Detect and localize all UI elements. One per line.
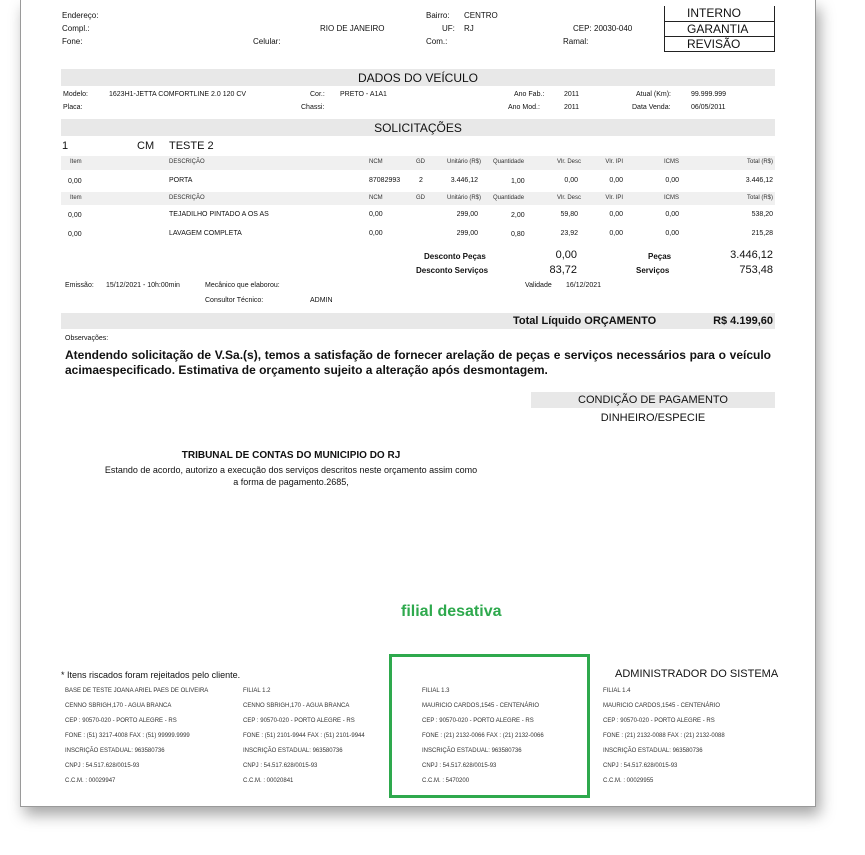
branch-fone: FONE : (51) 3217-4008 FAX : (51) 99999.9999 [65, 733, 190, 739]
branch-ie: INSCRIÇÃO ESTADUAL: 963580736 [243, 748, 343, 754]
row-quantidade: 0,80 [511, 231, 525, 238]
branch-address: CENNO SBRIGH,170 - AGUA BRANCA [65, 703, 172, 709]
branch-ccm: C.C.M. : 00029955 [603, 778, 654, 784]
option-garantia: GARANTIA [664, 22, 775, 37]
validade-value: 16/12/2021 [566, 282, 602, 289]
ano-fab-label: Ano Fab.: [514, 91, 545, 98]
col-desc: Vlr. Desc [556, 195, 581, 201]
data-venda-value: 06/05/2011 [691, 104, 726, 111]
observacoes-text: Atendendo solicitação de V.Sa.(s), temos a satisfação de fornecer arelação de peças e serviços necessários para o veículo acimaespecificado. Estimativa de orçamento sujeito a alteração após desmontagem. [65, 348, 771, 377]
col-item: Item [70, 159, 82, 165]
row-unitario: 3.446,12 [450, 177, 478, 184]
ano-mod-label: Ano Mod.: [508, 104, 540, 111]
observacoes-label: Observações: [65, 335, 109, 342]
row-icms: 0,00 [665, 177, 679, 184]
city-value: RIO DE JANEIRO [320, 24, 385, 33]
servicos-label: Serviços [636, 266, 670, 275]
row-desc: 0,00 [564, 177, 578, 184]
row-quantidade: 2,00 [511, 212, 525, 219]
bairro-label: Bairro: [426, 11, 450, 20]
branch-address: MAURICIO CARDOS,1545 - CENTENÁRIO [422, 703, 540, 709]
annotation-text: filial desativa [401, 603, 502, 620]
emissao-label: Emissão: [65, 282, 94, 289]
col-ncm: NCM [369, 195, 383, 201]
row-quantidade: 1,00 [511, 178, 525, 185]
modelo-label: Modelo: [63, 91, 88, 98]
branch-ie: INSCRIÇÃO ESTADUAL: 963580736 [603, 748, 703, 754]
modelo-value: 1623H1-JETTA COMFORTLINE 2.0 120 CV [109, 91, 247, 98]
servicos-value: 753,48 [739, 264, 773, 276]
branch-name: FILIAL 1.3 [422, 688, 450, 694]
branch-ie: INSCRIÇÃO ESTADUAL: 963580736 [422, 748, 522, 754]
row-descricao: PORTA [169, 177, 193, 184]
col-ipi: Vlr. IPI [605, 195, 623, 201]
branch-cnpj: CNPJ : 54.517.628/0015-93 [243, 763, 318, 769]
branch-cep: CEP : 90570-020 - PORTO ALEGRE - RS [65, 718, 177, 724]
solicitacao-description: TESTE 2 [169, 140, 214, 152]
pecas-value: 3.446,12 [730, 249, 773, 261]
row-descricao: LAVAGEM COMPLETA [169, 230, 242, 237]
consultor-label: Consultor Técnico: [205, 297, 264, 304]
col-quantidade: Quantidade [493, 195, 525, 201]
solicitacao-number: 1 [62, 140, 69, 152]
branch-cep: CEP : 90570-020 - PORTO ALEGRE - RS [422, 718, 534, 724]
row-total: 538,20 [751, 211, 773, 218]
pagamento-value: DINHEIRO/ESPECIE [600, 412, 706, 424]
col-total: Total (R$) [746, 159, 773, 165]
branch-ie: INSCRIÇÃO ESTADUAL: 963580736 [65, 748, 165, 754]
col-ipi: Vlr. IPI [605, 159, 623, 165]
row-unitario: 299,00 [456, 211, 478, 218]
branch-name: BASE DE TESTE JOANA ARIEL PAES DE OLIVEIRA [65, 688, 209, 694]
row-item: 0,00 [68, 212, 82, 219]
row-icms: 0,00 [665, 230, 679, 237]
solicitacao-code: CM [137, 140, 155, 152]
branch-cnpj: CNPJ : 54.517.628/0015-93 [422, 763, 497, 769]
col-icms: ICMS [664, 159, 679, 165]
row-desc: 59,80 [560, 211, 578, 218]
branch-address: CENNO SBRIGH,170 - AGUA BRANCA [243, 703, 350, 709]
row-total: 215,28 [751, 230, 773, 237]
row-ipi: 0,00 [609, 211, 623, 218]
data-venda-label: Data Venda: [632, 104, 671, 111]
desconto-servicos-value: 83,72 [549, 264, 577, 276]
orcamento-page [20, 0, 816, 807]
col-descricao: DESCRIÇÃO [169, 159, 205, 165]
ramal-label: Ramal: [563, 37, 589, 46]
bairro-value: CENTRO [464, 11, 498, 20]
desconto-pecas-value: 0,00 [555, 249, 577, 261]
col-icms: ICMS [664, 195, 679, 201]
chassi-label: Chassi: [301, 104, 325, 111]
signature-title: TRIBUNAL DE CONTAS DO MUNICIPIO DO RJ [181, 450, 401, 461]
branch-ccm: C.C.M. : 00020841 [243, 778, 294, 784]
total-liquido-band [61, 313, 775, 329]
solicitacoes-title: SOLICITAÇÕES [374, 121, 462, 135]
col-unitario: Unitário (R$) [446, 159, 481, 165]
pecas-label: Peças [648, 252, 672, 261]
row-icms: 0,00 [665, 211, 679, 218]
compl-label: Compl.: [62, 24, 90, 33]
row-total: 3.446,12 [745, 177, 773, 184]
annotation-highlight-box [389, 654, 590, 798]
cor-value: PRETO - A1A1 [340, 91, 387, 98]
col-ncm: NCM [369, 159, 383, 165]
branch-cep: CEP : 90570-020 - PORTO ALEGRE - RS [603, 718, 715, 724]
consultor-value: ADMIN [310, 297, 333, 304]
endereco-label: Endereço: [62, 11, 99, 20]
uf-label: UF: [442, 24, 455, 33]
branch-cnpj: CNPJ : 54.517.628/0015-93 [603, 763, 678, 769]
desconto-servicos-label: Desconto Serviços [416, 266, 489, 275]
row-ipi: 0,00 [609, 177, 623, 184]
celular-label: Celular: [253, 37, 281, 46]
total-liquido-value: R$ 4.199,60 [713, 315, 773, 327]
signature-line1: Estando de acordo, autorizo a execução dos serviços descritos neste orçamento assim como [104, 465, 478, 475]
row-item: 0,00 [68, 231, 82, 238]
col-quantidade: Quantidade [493, 159, 525, 165]
desconto-pecas-label: Desconto Peças [424, 252, 486, 261]
placa-label: Placa: [63, 104, 83, 111]
fone-label: Fone: [62, 37, 83, 46]
branch-cep: CEP : 90570-020 - PORTO ALEGRE - RS [243, 718, 355, 724]
col-item: Item [70, 195, 82, 201]
atual-km-label: Atual (Km): [636, 91, 672, 98]
row-desc: 23,92 [560, 230, 578, 237]
branch-fone: FONE : (21) 2132-0088 FAX : (21) 2132-0088 [603, 733, 725, 739]
row-item: 0,00 [68, 178, 82, 185]
col-total: Total (R$) [746, 195, 773, 201]
row-descricao: TEJADILHO PINTADO A OS AS [169, 211, 269, 218]
branch-address: MAURICIO CARDOS,1545 - CENTENÁRIO [603, 703, 721, 709]
option-interno: INTERNO [664, 6, 775, 22]
footer-note: * Itens riscados foram rejeitados pelo cliente. [61, 670, 241, 680]
branch-cnpj: CNPJ : 54.517.628/0015-93 [65, 763, 140, 769]
branch-name: FILIAL 1.2 [243, 688, 271, 694]
branch-name: FILIAL 1.4 [603, 688, 631, 694]
col-gd: GD [416, 195, 425, 201]
cep-value: 20030-040 [594, 24, 633, 33]
branch-ccm: C.C.M. : 00029947 [65, 778, 116, 784]
emissao-value: 15/12/2021 - 10h:00min [106, 282, 180, 289]
branch-ccm: C.C.M. : 5470200 [422, 778, 470, 784]
com-label: Com.: [426, 37, 448, 46]
total-liquido-label: Total Líquido ORÇAMENTO [513, 315, 657, 327]
mecanico-label: Mecânico que elaborou: [205, 282, 280, 289]
cep-label: CEP: [573, 24, 592, 33]
row-unitario: 299,00 [456, 230, 478, 237]
cor-label: Cor.: [310, 91, 325, 98]
row-ncm: 0,00 [369, 211, 383, 218]
branch-fone: FONE : (21) 2132-0066 FAX : (21) 2132-0066 [422, 733, 544, 739]
footer-admin: ADMINISTRADOR DO SISTEMA [615, 668, 779, 680]
col-desc: Vlr. Desc [556, 159, 581, 165]
row-ncm: 87082993 [369, 177, 401, 184]
ano-fab-value: 2011 [564, 91, 580, 98]
ano-mod-value: 2011 [564, 104, 580, 111]
col-descricao: DESCRIÇÃO [169, 195, 205, 201]
pagamento-title: CONDIÇÃO DE PAGAMENTO [578, 394, 728, 406]
option-revisao: REVISÃO [664, 37, 775, 52]
vehicle-section-title: DADOS DO VEÍCULO [357, 71, 479, 85]
branch-fone: FONE : (51) 2101-9944 FAX : (51) 2101-9944 [243, 733, 365, 739]
col-gd: GD [416, 159, 425, 165]
row-gd: 2 [419, 177, 423, 184]
signature-line2: a forma de pagamento.2685, [233, 477, 349, 487]
validade-label: Validade [525, 282, 552, 289]
atual-km-value: 99.999.999 [691, 91, 727, 98]
row-ipi: 0,00 [609, 230, 623, 237]
uf-value: RJ [464, 24, 474, 33]
row-ncm: 0,00 [369, 230, 383, 237]
col-unitario: Unitário (R$) [446, 195, 481, 201]
